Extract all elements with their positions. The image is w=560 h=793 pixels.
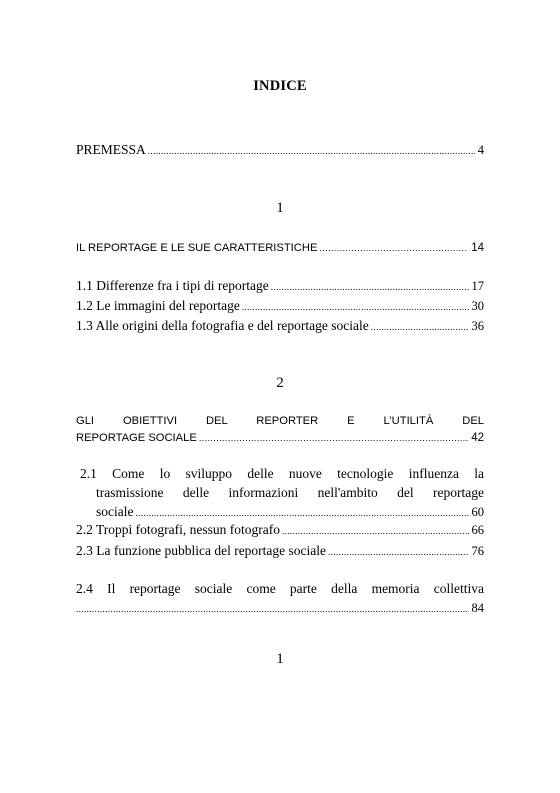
dot-leader <box>148 142 475 160</box>
dot-leader <box>242 298 469 316</box>
toc-entry-2-1-cont <box>76 484 484 502</box>
toc-label: 1.3 Alle origini della fotografia e del reportage sociale <box>76 318 369 333</box>
toc-page-number: 76 <box>471 544 484 558</box>
toc-page-number: 4 <box>477 143 484 157</box>
toc-entry-2-1 <box>80 465 484 483</box>
dot-leader <box>135 504 468 522</box>
toc-page-number: 17 <box>471 279 484 293</box>
toc-page-number: 14 <box>471 242 484 254</box>
toc-entry-1-1 <box>76 277 484 296</box>
toc-label: sociale <box>96 504 134 519</box>
toc-page-number: 66 <box>471 523 484 537</box>
dot-leader <box>319 239 468 257</box>
toc-page-number: 30 <box>471 299 484 313</box>
chapter-number-2: 2 <box>276 375 284 391</box>
toc-entry-chapter2-title <box>76 414 484 429</box>
toc-label: 1.1 Differenze fra i tipi di reportage <box>76 278 269 293</box>
dot-leader <box>328 543 468 561</box>
toc-entry-2-1-end <box>96 503 484 522</box>
toc-page-number: 84 <box>471 601 484 615</box>
page-number: 1 <box>276 651 284 667</box>
toc-page-number: 36 <box>471 319 484 333</box>
toc-entry-2-2 <box>76 521 484 540</box>
toc-entry-2-4-end <box>76 599 484 618</box>
toc-entry-2-4 <box>76 580 484 598</box>
chapter-number-1: 1 <box>276 200 284 216</box>
toc-label: 2.3 La funzione pubblica del reportage sociale <box>76 543 327 558</box>
toc-entry-1-3 <box>76 317 484 336</box>
toc-title-line: GLI OBIETTIVI DEL REPORTER E L’UTILITÀ DEL <box>76 415 484 427</box>
toc-entry-premessa <box>76 141 484 160</box>
toc-label: PREMESSA <box>76 142 146 157</box>
toc-entry-chapter1-title <box>76 239 484 257</box>
toc-page-number: 42 <box>471 432 484 444</box>
toc-line: 2.4 Il reportage sociale come parte della memoria collettiva <box>76 581 484 596</box>
toc-line: trasmissione delle informazioni nell'ambito del reportage <box>96 485 484 500</box>
dot-leader <box>371 318 469 336</box>
toc-page-number: 60 <box>471 505 484 519</box>
dot-leader <box>271 278 469 296</box>
toc-label: REPORTAGE SOCIALE <box>76 432 197 444</box>
toc-line: 2.1 Come lo sviluppo delle nuove tecnologie influenza la <box>80 466 484 481</box>
dot-leader <box>282 522 469 540</box>
toc-entry-1-2 <box>76 297 484 316</box>
index-heading: INDICE <box>253 78 307 94</box>
toc-label: 2.2 Troppi fotografi, nessun fotografo <box>76 522 280 537</box>
toc-label: 1.2 Le immagini del reportage <box>76 298 240 313</box>
toc-label: IL REPORTAGE E LE SUE CARATTERISTICHE <box>76 242 318 254</box>
dot-leader <box>199 429 468 447</box>
toc-entry-chapter2-title-end <box>76 429 484 447</box>
toc-entry-2-3 <box>76 542 484 561</box>
dot-leader <box>76 600 469 618</box>
